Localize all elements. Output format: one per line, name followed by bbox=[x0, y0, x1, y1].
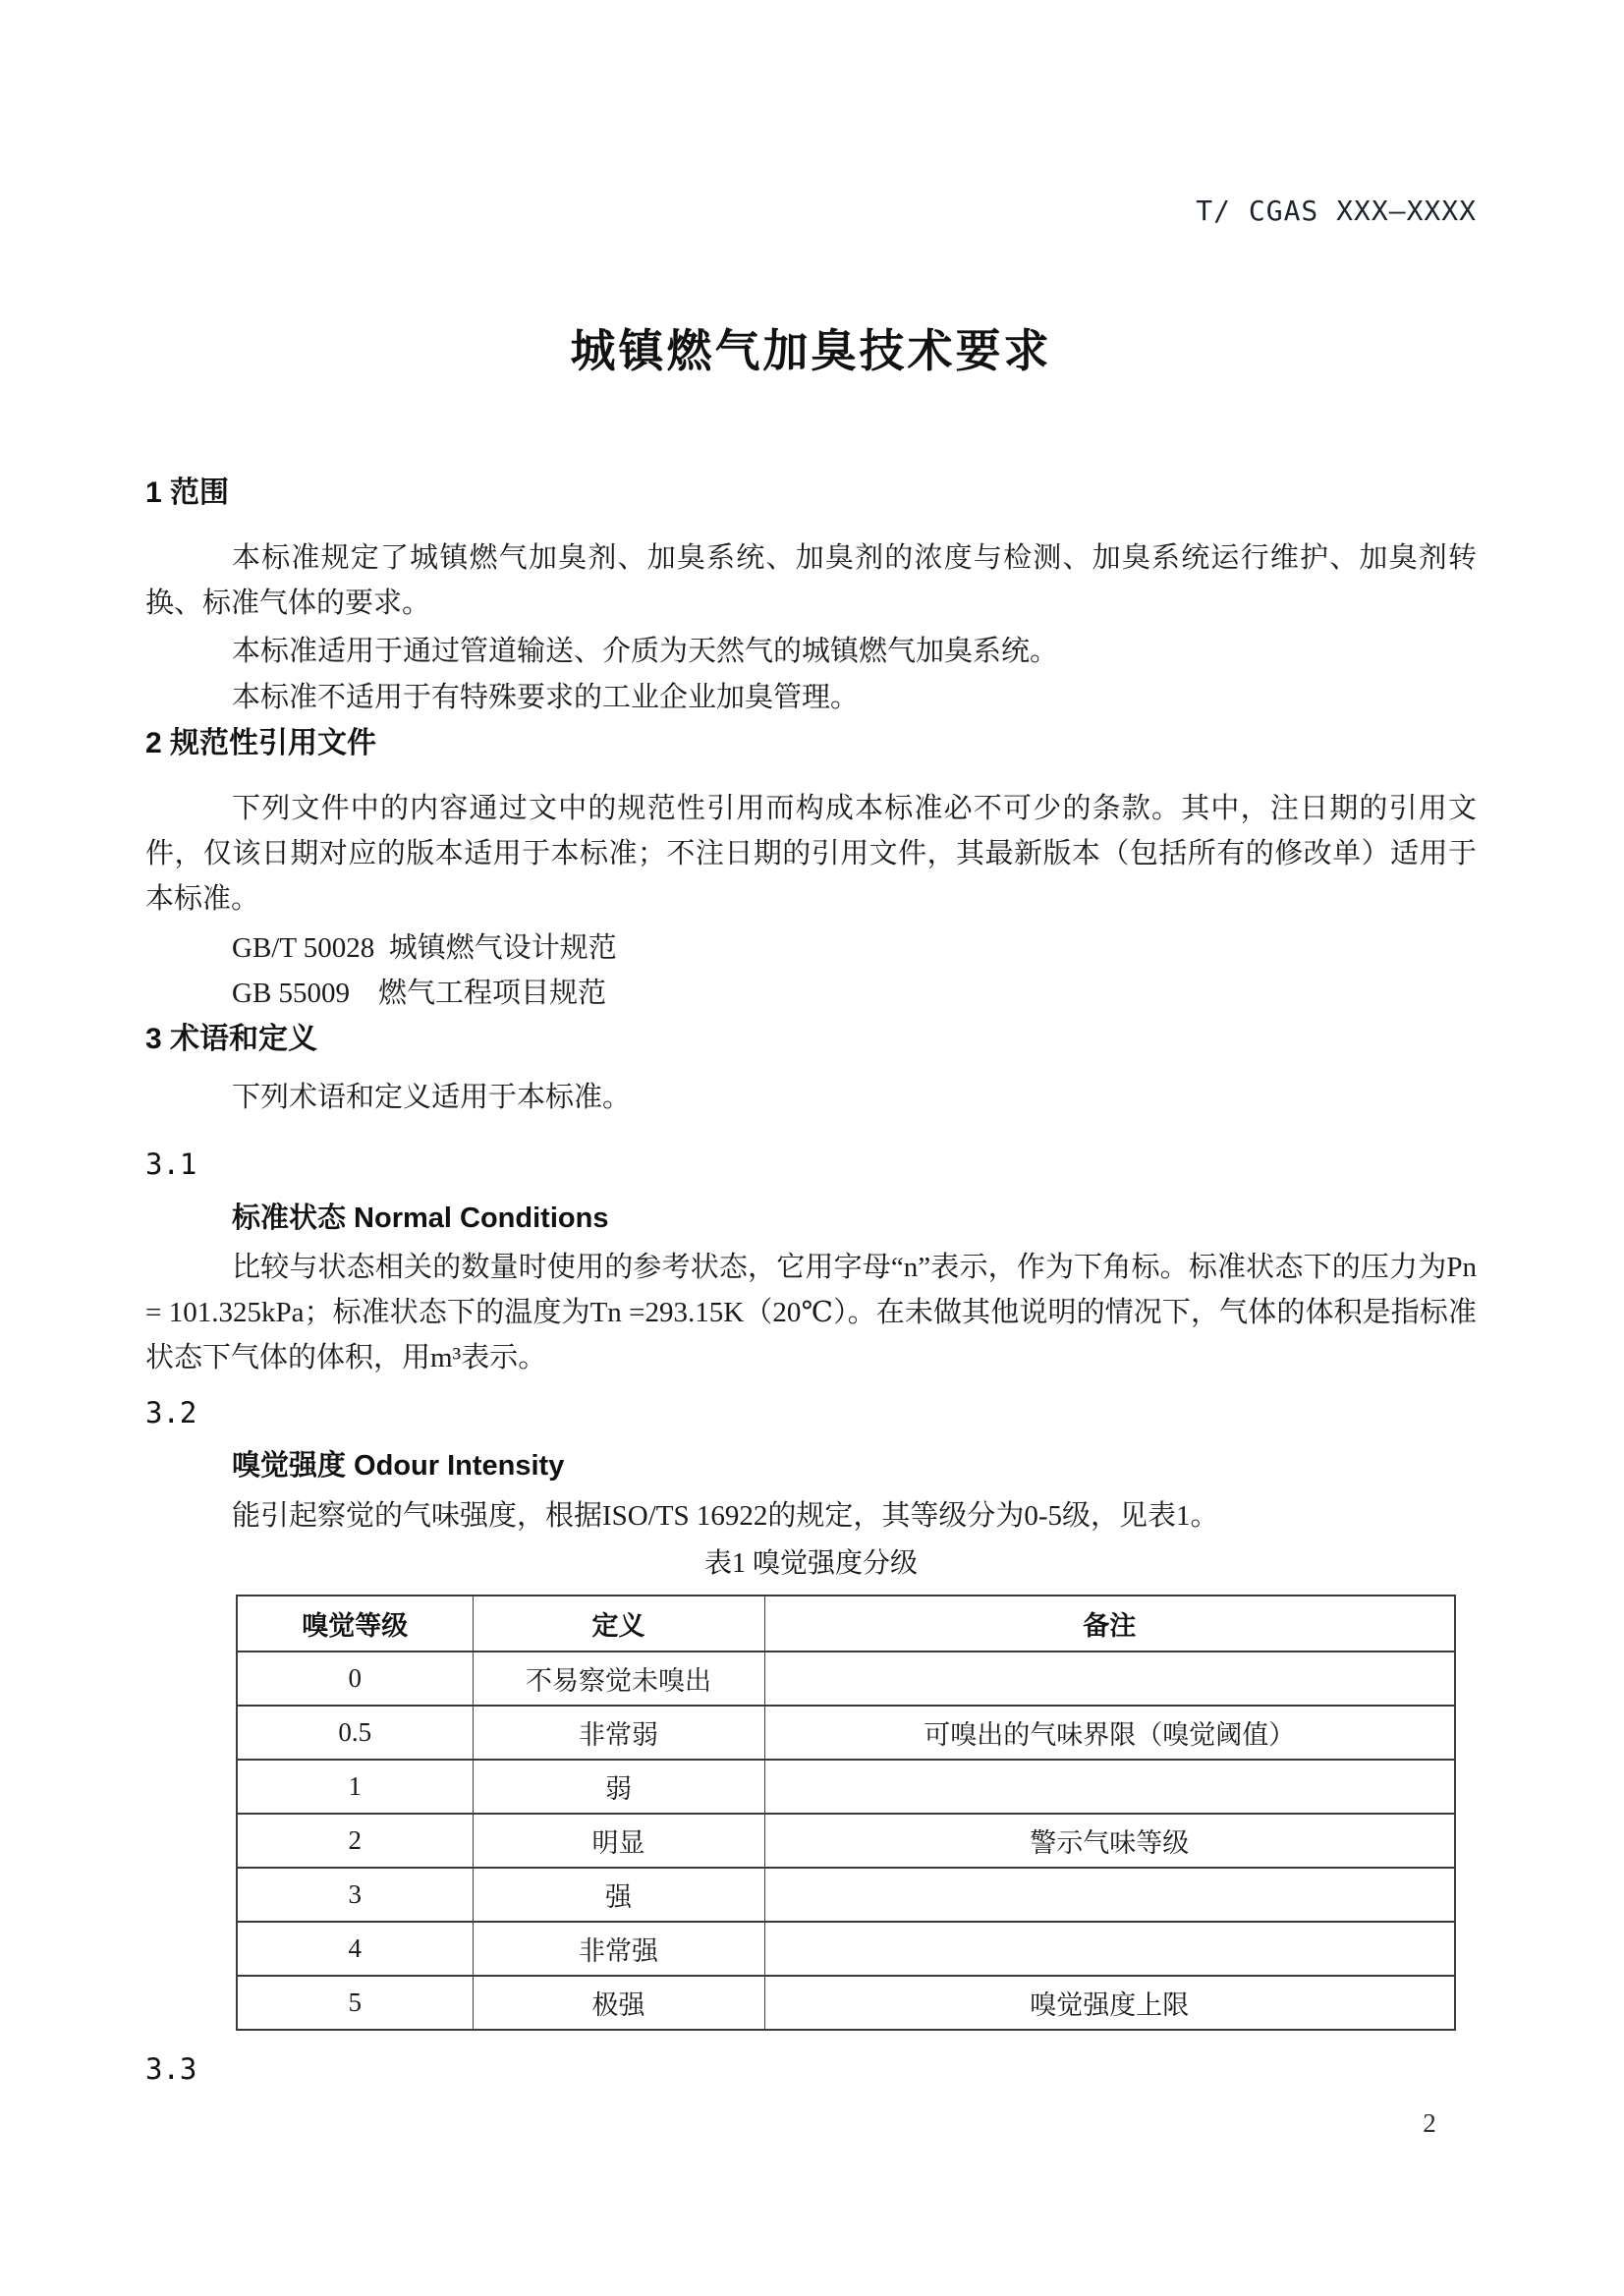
clause-3-2-definition: 能引起察觉的气味强度，根据ISO/TS 16922的规定，其等级分为0-5级，见表1。 bbox=[232, 1500, 1219, 1532]
table-row bbox=[237, 1922, 1455, 1976]
column-header-definition: 定义 bbox=[473, 1596, 764, 1652]
column-header-grade: 嗅觉等级 bbox=[237, 1596, 473, 1652]
cell-remark: 警示气味等级 bbox=[764, 1814, 1455, 1868]
clause-3-1-term: 标准状态 Normal Conditions bbox=[232, 1203, 609, 1234]
section-1-heading: 1 范围 bbox=[145, 476, 230, 509]
section-1-paragraph-2: 本标准适用于通过管道输送、介质为天然气的城镇燃气加臭系统。 bbox=[232, 636, 1059, 667]
cell-definition: 极强 bbox=[473, 1976, 764, 2030]
section-1-paragraph-1: 本标准规定了城镇燃气加臭剂、加臭系统、加臭剂的浓度与检测、加臭系统运行维护、加臭剂转换、标准气体的要求。 bbox=[145, 542, 1477, 619]
normative-reference-1: GB/T 50028 城镇燃气设计规范 bbox=[232, 932, 617, 964]
cell-definition: 强 bbox=[473, 1868, 764, 1922]
table-row bbox=[237, 1652, 1455, 1706]
cell-remark bbox=[764, 1760, 1455, 1814]
table-row bbox=[237, 1868, 1455, 1922]
clause-3-2-number: 3.2 bbox=[145, 1396, 197, 1429]
cell-remark bbox=[764, 1868, 1455, 1922]
normative-reference-2: GB 55009 燃气工程项目规范 bbox=[232, 978, 607, 1009]
document-title: 城镇燃气加臭技术要求 bbox=[570, 325, 1052, 376]
cell-remark: 嗅觉强度上限 bbox=[764, 1976, 1455, 2030]
section-3-heading: 3 术语和定义 bbox=[145, 1023, 318, 1055]
cell-definition: 非常弱 bbox=[473, 1706, 764, 1760]
table-row bbox=[237, 1814, 1455, 1868]
cell-grade: 0.5 bbox=[237, 1706, 473, 1760]
cell-definition: 非常强 bbox=[473, 1922, 764, 1976]
clause-3-3-number: 3.3 bbox=[145, 2052, 197, 2086]
cell-grade: 1 bbox=[237, 1760, 473, 1814]
table-row bbox=[237, 1706, 1455, 1760]
cell-definition: 弱 bbox=[473, 1760, 764, 1814]
table-1-caption: 表1 嗅觉强度分级 bbox=[703, 1548, 918, 1579]
cell-remark bbox=[764, 1922, 1455, 1976]
cell-remark bbox=[764, 1652, 1455, 1706]
section-1-paragraph-3: 本标准不适用于有特殊要求的工业企业加臭管理。 bbox=[232, 682, 860, 713]
table-header-row bbox=[237, 1596, 1455, 1652]
cell-grade: 0 bbox=[237, 1652, 473, 1706]
clause-3-1-definition: 比较与状态相关的数量时使用的参考状态，它用字母“n”表示，作为下角标。标准状态下的压力为Pn = 101.325kPa；标准状态下的温度为Tn =293.15K（20℃）。在未做其他说明的情况下，气体的体积是指标准状态下气体的体积，用m³表示。 bbox=[145, 1252, 1477, 1373]
cell-grade: 4 bbox=[237, 1922, 473, 1976]
cell-definition: 不易察觉未嗅出 bbox=[473, 1652, 764, 1706]
odour-intensity-table bbox=[236, 1595, 1456, 2031]
page-number: 2 bbox=[1423, 2108, 1436, 2138]
section-3-paragraph-1: 下列术语和定义适用于本标准。 bbox=[232, 1082, 632, 1113]
section-2-paragraph-1: 下列文件中的内容通过文中的规范性引用而构成本标准必不可少的条款。其中，注日期的引用文件，仅该日期对应的版本适用于本标准；不注日期的引用文件，其最新版本（包括所有的修改单）适用于本标准。 bbox=[145, 793, 1477, 915]
clause-3-2-term: 嗅觉强度 Odour Intensity bbox=[232, 1450, 565, 1482]
column-header-remark: 备注 bbox=[764, 1596, 1455, 1652]
cell-grade: 3 bbox=[237, 1868, 473, 1922]
table-row bbox=[237, 1760, 1455, 1814]
table-row bbox=[237, 1976, 1455, 2030]
section-2-heading: 2 规范性引用文件 bbox=[145, 727, 377, 759]
cell-definition: 明显 bbox=[473, 1814, 764, 1868]
cell-grade: 5 bbox=[237, 1976, 473, 2030]
cell-grade: 2 bbox=[237, 1814, 473, 1868]
standard-code: T/ CGAS XXX—XXXX bbox=[1196, 195, 1477, 227]
clause-3-1-number: 3.1 bbox=[145, 1148, 197, 1181]
cell-remark: 可嗅出的气味界限（嗅觉阈值） bbox=[764, 1706, 1455, 1760]
